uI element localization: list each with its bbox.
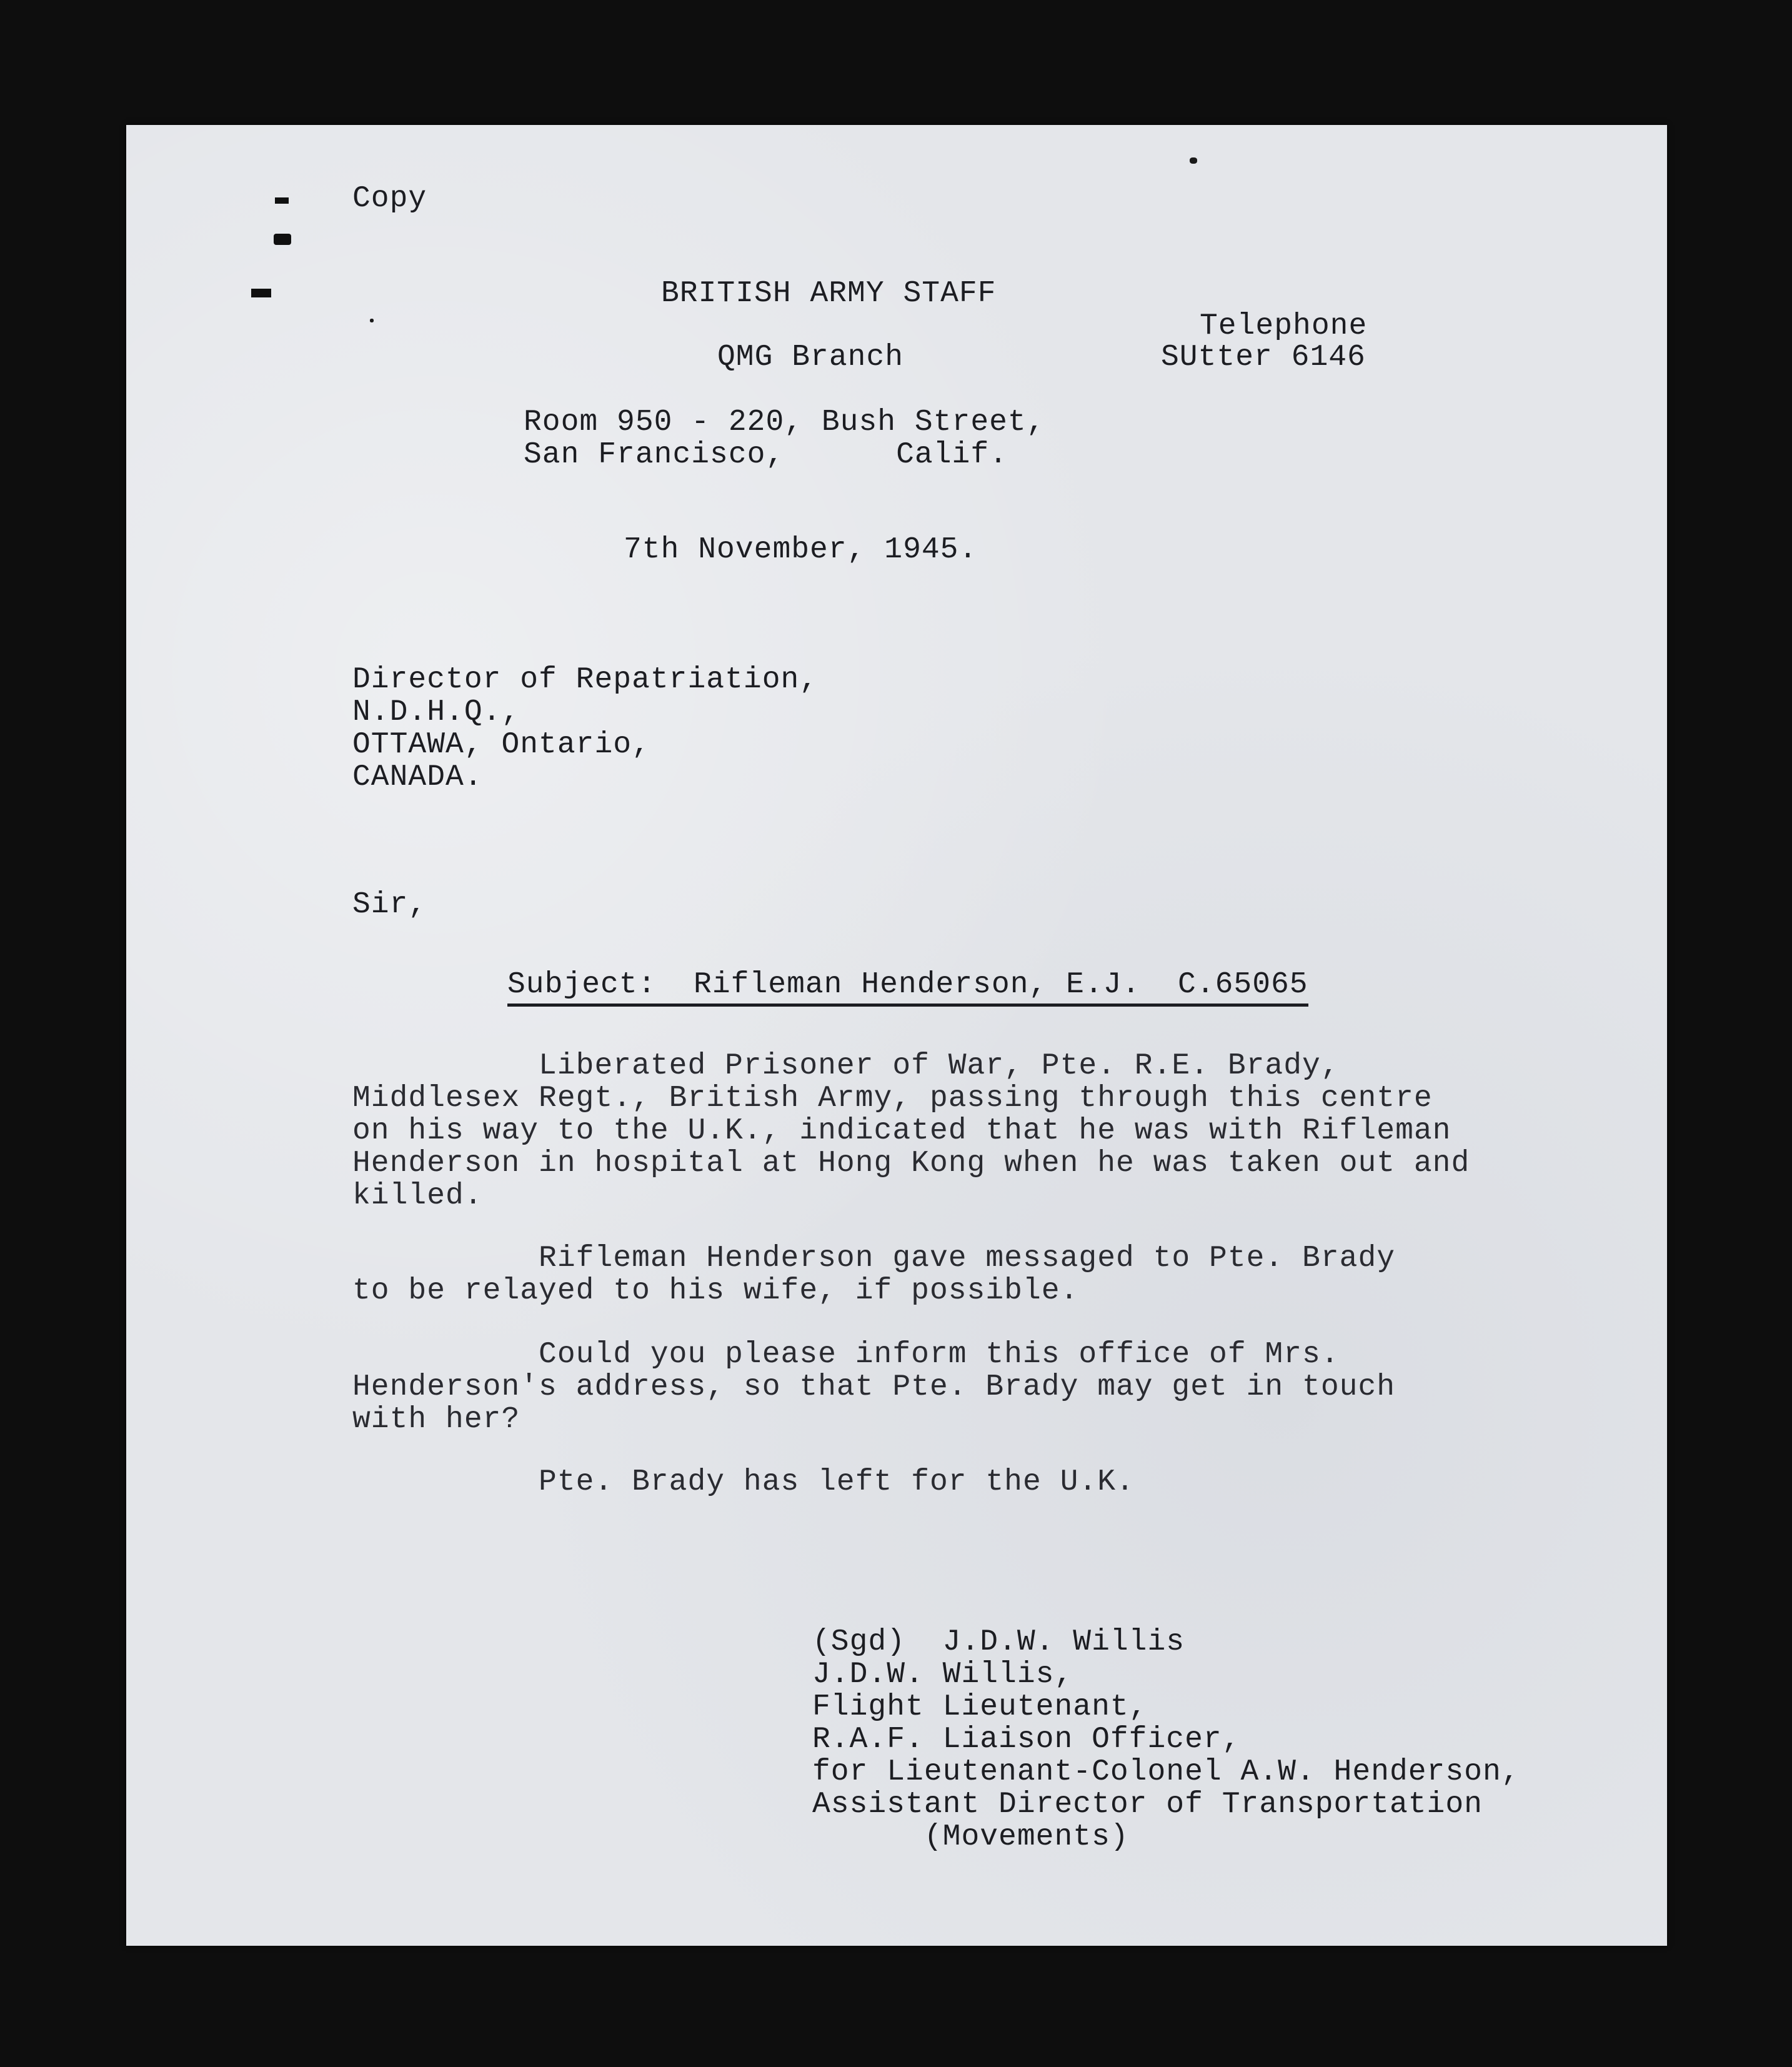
body-para-1-line-5: killed. <box>352 1179 483 1213</box>
punch-mark-3 <box>251 289 271 297</box>
signature-line-3: Flight Lieutenant, <box>812 1690 1148 1724</box>
body-para-3-line-3: with her? <box>352 1403 520 1437</box>
body-para-1-line-3: on his way to the U.K., indicated that he was with Rifleman <box>352 1114 1451 1148</box>
punch-mark-1 <box>275 197 289 204</box>
subject-line: Subject: Rifleman Henderson, E.J. C.65065 <box>507 969 1308 1007</box>
body-para-3-line-2: Henderson's address, so that Pte. Brady may get in touch <box>352 1370 1396 1404</box>
recipient-line-3: OTTAWA, Ontario, <box>352 728 650 762</box>
punch-mark-2 <box>274 234 291 245</box>
salutation: Sir, <box>352 888 427 922</box>
body-para-1-line-1: Liberated Prisoner of War, Pte. R.E. Brady, <box>352 1049 1340 1083</box>
copy-mark: Copy <box>352 182 427 216</box>
body-para-1-line-4: Henderson in hospital at Hong Kong when he was taken out and <box>352 1147 1470 1180</box>
recipient-line-2: N.D.H.Q., <box>352 695 520 729</box>
body-para-1-line-2: Middlesex Regt., British Army, passing through this centre <box>352 1082 1433 1115</box>
letterhead-org: BRITISH ARMY STAFF <box>661 277 997 311</box>
signature-line-7: (Movements) <box>812 1820 1129 1854</box>
body-para-3-line-1: Could you please inform this office of Mrs. <box>352 1338 1340 1372</box>
signature-line-1: (Sgd) J.D.W. Willis <box>812 1625 1185 1659</box>
body-para-2-line-1: Rifleman Henderson gave messaged to Pte. Brady <box>352 1242 1396 1275</box>
signature-line-2: J.D.W. Willis, <box>812 1658 1073 1691</box>
speck-1 <box>1190 157 1197 164</box>
letter-page <box>126 125 1667 1946</box>
address-line-2: San Francisco, Calif. <box>524 438 1008 472</box>
signature-line-4: R.A.F. Liaison Officer, <box>812 1723 1241 1756</box>
body-para-2-line-2: to be relayed to his wife, if possible. <box>352 1274 1079 1308</box>
telephone-label: Telephone <box>1200 309 1368 343</box>
body-para-4-line-1: Pte. Brady has left for the U.K. <box>352 1465 1135 1499</box>
telephone-number: SUtter 6146 <box>1161 341 1366 374</box>
address-line-1: Room 950 - 220, Bush Street, <box>524 406 1045 439</box>
signature-line-5: for Lieutenant-Colonel A.W. Henderson, <box>812 1755 1520 1789</box>
signature-line-6: Assistant Director of Transportation <box>812 1788 1483 1821</box>
speck-2 <box>370 319 374 322</box>
recipient-line-1: Director of Repatriation, <box>352 663 819 697</box>
letter-date: 7th November, 1945. <box>624 533 978 567</box>
recipient-line-4: CANADA. <box>352 760 483 794</box>
letterhead-branch: QMG Branch <box>717 341 904 374</box>
